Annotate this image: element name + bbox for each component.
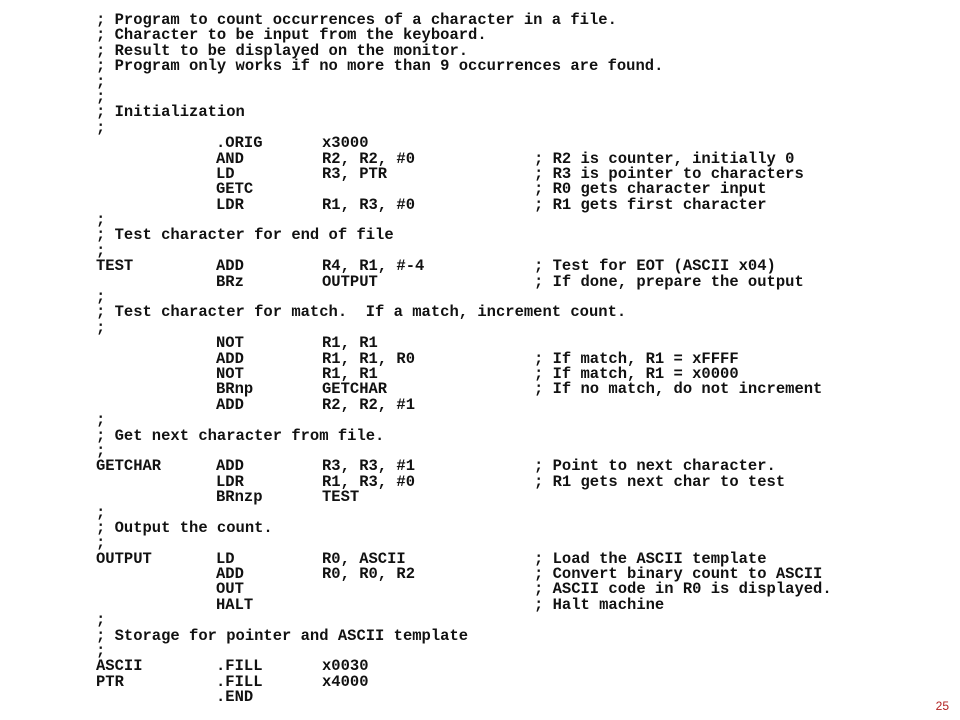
code-comment-line: ; [96, 87, 106, 106]
code-comment-line: ; [96, 611, 106, 630]
code-opcode: NOT [216, 334, 244, 353]
code-operands: x3000 [322, 134, 369, 153]
code-opcode: .END [216, 688, 254, 707]
code-operands: R0, R0, R2 [322, 565, 416, 584]
code-operands: R0, ASCII [322, 549, 406, 568]
code-opcode: ADD [216, 565, 244, 584]
code-operands: TEST [322, 488, 360, 507]
code-opcode: OUT [216, 580, 244, 599]
code-opcode: BRnzp [216, 488, 263, 507]
code-comment: ; R1 gets next char to test [534, 472, 786, 491]
code-label: TEST [96, 257, 134, 276]
code-comment-line: ; [96, 534, 106, 553]
code-operands: x0030 [322, 657, 369, 676]
code-comment: ; Halt machine [534, 595, 665, 614]
code-opcode: ADD [216, 457, 244, 476]
code-comment: ; R1 gets first character [534, 195, 767, 214]
code-opcode: BRnp [216, 380, 254, 399]
code-operands: GETCHAR [322, 380, 388, 399]
code-operands: x4000 [322, 672, 369, 691]
code-opcode: ADD [216, 395, 244, 414]
code-comment-line: ; [96, 411, 106, 430]
code-comment: ; R3 is pointer to characters [534, 164, 804, 183]
code-comment-line: ; Initialization [96, 103, 245, 122]
code-operands: R3, PTR [322, 164, 388, 183]
code-opcode: ADD [216, 349, 244, 368]
code-comment-line: ; [96, 318, 106, 337]
code-opcode: ADD [216, 257, 244, 276]
code-opcode: LDR [216, 472, 244, 491]
code-comment-line: ; [96, 72, 106, 91]
code-comment: ; Convert binary count to ASCII [534, 565, 823, 584]
code-opcode: LD [216, 164, 235, 183]
code-comment: ; ASCII code in R0 is displayed. [534, 580, 832, 599]
code-comment-line: ; Result to be displayed on the monitor. [96, 41, 469, 60]
code-opcode: .FILL [216, 672, 263, 691]
code-comment: ; If no match, do not increment [534, 380, 823, 399]
code-comment-line: ; [96, 118, 106, 137]
code-operands: R3, R3, #1 [322, 457, 416, 476]
code-comment: ; R2 is counter, initially 0 [534, 149, 795, 168]
code-opcode: LDR [216, 195, 244, 214]
code-operands: R1, R1 [322, 364, 378, 383]
code-comment-line: ; Storage for pointer and ASCII template [96, 626, 469, 645]
code-comment: ; Load the ASCII template [534, 549, 767, 568]
code-comment-line: ; [96, 441, 106, 460]
code-comment-line: ; Character to be input from the keyboard. [96, 26, 487, 45]
code-comment-line: ; [96, 642, 106, 661]
slide-number: 25 [935, 699, 949, 713]
code-opcode: AND [216, 149, 244, 168]
code-comment-line: ; [96, 288, 106, 307]
code-comment: ; If match, R1 = x0000 [534, 364, 739, 383]
code-operands: R4, R1, #-4 [322, 257, 425, 276]
code-label: OUTPUT [96, 549, 152, 568]
code-comment-line: ; Output the count. [96, 518, 273, 537]
code-operands: R1, R3, #0 [322, 472, 416, 491]
code-operands: R1, R1, R0 [322, 349, 416, 368]
code-label: PTR [96, 672, 124, 691]
code-opcode: BRz [216, 272, 244, 291]
code-opcode: LD [216, 549, 235, 568]
code-label: GETCHAR [96, 457, 162, 476]
code-comment: ; If done, prepare the output [534, 272, 804, 291]
code-opcode: .ORIG [216, 134, 263, 153]
code-comment-line: ; Get next character from file. [96, 426, 385, 445]
code-operands: OUTPUT [322, 272, 378, 291]
code-opcode: NOT [216, 364, 244, 383]
code-comment: ; If match, R1 = xFFFF [534, 349, 739, 368]
code-opcode: GETC [216, 180, 254, 199]
code-operands: R2, R2, #0 [322, 149, 416, 168]
code-opcode: .FILL [216, 657, 263, 676]
code-comment-line: ; Test character for match. If a match, increment count. [96, 303, 627, 322]
code-operands: R2, R2, #1 [322, 395, 416, 414]
code-comment-line: ; Test character for end of file [96, 226, 394, 245]
code-comment: ; R0 gets character input [534, 180, 767, 199]
code-comment: ; Test for EOT (ASCII x04) [534, 257, 776, 276]
code-comment-line: ; [96, 503, 106, 522]
code-comment-line: ; [96, 211, 106, 230]
code-comment-line: ; [96, 241, 106, 260]
code-label: ASCII [96, 657, 143, 676]
code-comment-line: ; Program only works if no more than 9 occurrences are found. [96, 57, 664, 76]
code-operands: R1, R1 [322, 334, 378, 353]
code-opcode: HALT [216, 595, 254, 614]
code-comment-line: ; Program to count occurrences of a character in a file. [96, 11, 617, 29]
code-operands: R1, R3, #0 [322, 195, 416, 214]
code-comment: ; Point to next character. [534, 457, 776, 476]
